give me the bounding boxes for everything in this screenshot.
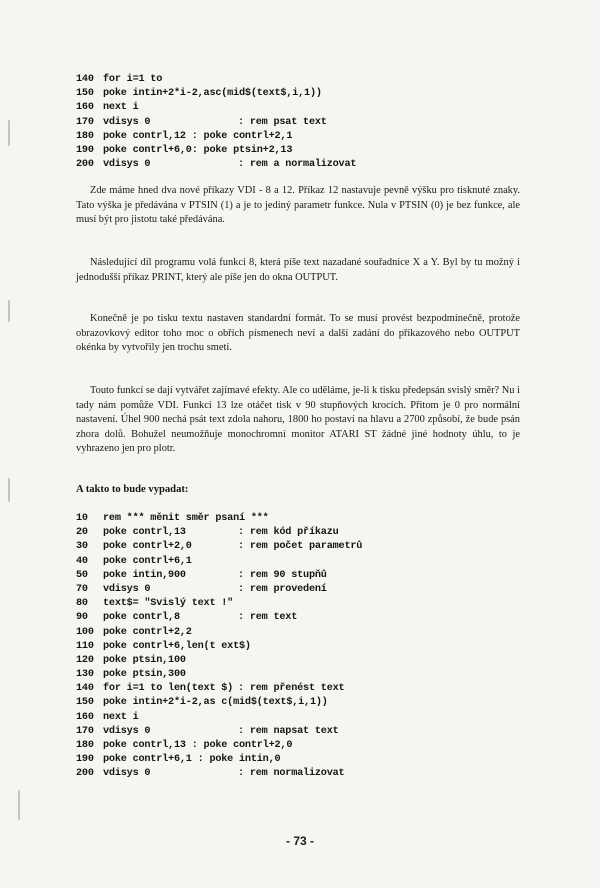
code-comment: : rem napsat text [238,725,339,737]
scan-mark [8,478,10,502]
paragraph-text: Konečně je po tisku textu nastaven standardní formát. To se musí provést bezpodmínečně, protože obrazovkový editor toho moc o obřích písmenech neví a další zadání do příkazového nebo OUTPUT okénka by vytvořily jen trochu smetí. [76,313,520,354]
code-statement: poke contrl+2,0 [103,541,192,553]
line-number: 150 [76,697,94,709]
paragraph-text: Zde máme hned dva nové příkazy VDI - 8 a 12. Příkaz 12 nastavuje pevně výšku pro tisknuté znaky. Tato výška je předávána v PTSIN (1) a je to jediný parametr funkce. Nula v PTSIN (0) je bez funkce, ale musí být pro jistotu také předávána. [76,185,520,226]
code-statement: for i=1 to len(text $) [103,683,234,695]
line-number: 150 [76,88,94,100]
code-comment: : rem text [238,612,298,624]
scan-mark [8,300,10,322]
line-number: 10 [76,513,88,524]
line-number: 140 [76,74,94,85]
code-comment: : rem provedení [238,583,327,595]
line-number: 160 [76,102,94,114]
code-statement: poke intin+2*i-2,as c(mid$(text$,i,1)) [103,697,328,709]
code-comment: : rem počet parametrů [238,541,363,553]
line-number: 200 [76,159,94,171]
line-number: 90 [76,612,88,624]
code-statement: next i [103,102,139,114]
line-number: 70 [76,583,88,595]
paragraph-4 [76,384,520,457]
code-statement: vdisys 0 [103,725,151,737]
code-statement: poke intin,900 [103,569,186,581]
line-number: 190 [76,144,94,156]
page-number: - 73 - [285,834,314,848]
line-number: 30 [76,541,88,553]
code-statement: vdisys 0 [103,116,151,128]
paragraph-text: Touto funkcí se dají vytvářet zajímavé efekty. Ale co uděláme, je-li k tisku předepsán svislý směr? Nu i tady nám pomůže VDI. Funkci 13 lze otáčet tisk v 90 stupňových krocích. Přitom je 0 pro normální nastavení. Úhel 900 nechá psát text zdola nahoru, 1800 ho postaví na hlavu a 2700 způsobí, že bude psán zhora dolů. Bohužel neumožňuje monochromní monitor ATARI ST žádné jiné hodnoty úhlu, to je vyhrazeno jen pro plotr. [76,385,520,455]
line-number: 160 [76,711,94,723]
code-statement: poke contrl,12 : poke contrl+2,1 [103,130,293,142]
code-statement: for i=1 to [103,74,163,85]
line-number: 140 [76,683,94,695]
code-comment: : rem psat text [238,116,327,128]
code-statement: poke contrl+6,len(t ext$) [103,640,251,652]
line-number: 180 [76,740,94,751]
example-heading: A takto to bude vypadat: [76,484,189,495]
code-statement: poke contrl+6,1 [103,555,192,567]
code-statement: poke contrl+6,1 : poke intin,0 [103,754,281,766]
code-statement: vdisys 0 [103,768,151,780]
line-number: 190 [76,754,94,766]
scan-mark [18,790,20,820]
code-comment: : rem přenést text [238,683,345,695]
code-statement: poke ptsin,100 [103,654,186,666]
line-number: 180 [76,130,94,142]
code-statement: rem *** měnit směr psaní *** [103,513,269,524]
line-number: 40 [76,555,88,567]
line-number: 130 [76,669,94,681]
code-statement: poke ptsin,300 [103,669,186,681]
code-statement: poke intin+2*i-2,asc(mid$(text$,i,1)) [103,88,322,100]
line-number: 50 [76,569,88,581]
line-number: 110 [76,640,94,652]
code-statement: next i [103,711,139,723]
paragraph-text: Následující díl programu volá funkci 8, která píše text nazadané souřadnice X a Y. Byl by tu možný i jednodušší příkaz PRINT, který ale píše jen do okna OUTPUT. [76,257,520,283]
line-number: 100 [76,626,94,638]
code-statement: poke contrl,13 : poke contrl+2,0 [103,740,293,751]
code-comment: : rem 90 stupňů [238,569,327,581]
code-statement: text$= "Svislý text !" [103,598,234,610]
code-statement: poke contrl,13 [103,527,186,539]
paragraph-1 [76,184,520,228]
line-number: 120 [76,654,94,666]
code-comment: : rem a normalizovat [238,159,357,171]
line-number: 170 [76,725,94,737]
paragraph-3 [76,312,520,356]
code-statement: poke contrl+2,2 [103,626,192,638]
code-statement: poke contrl,8 [103,612,180,624]
code-comment: : rem normalizovat [238,768,345,780]
code-statement: poke contrl+6,0: poke ptsin+2,13 [103,144,293,156]
line-number: 200 [76,768,94,780]
code-statement: vdisys 0 [103,159,151,171]
line-number: 170 [76,116,94,128]
paragraph-2 [76,256,520,285]
line-number: 80 [76,598,88,610]
code-comment: : rem kód příkazu [238,527,339,539]
code-statement: vdisys 0 [103,583,151,595]
scan-mark [8,120,10,146]
line-number: 20 [76,527,88,539]
